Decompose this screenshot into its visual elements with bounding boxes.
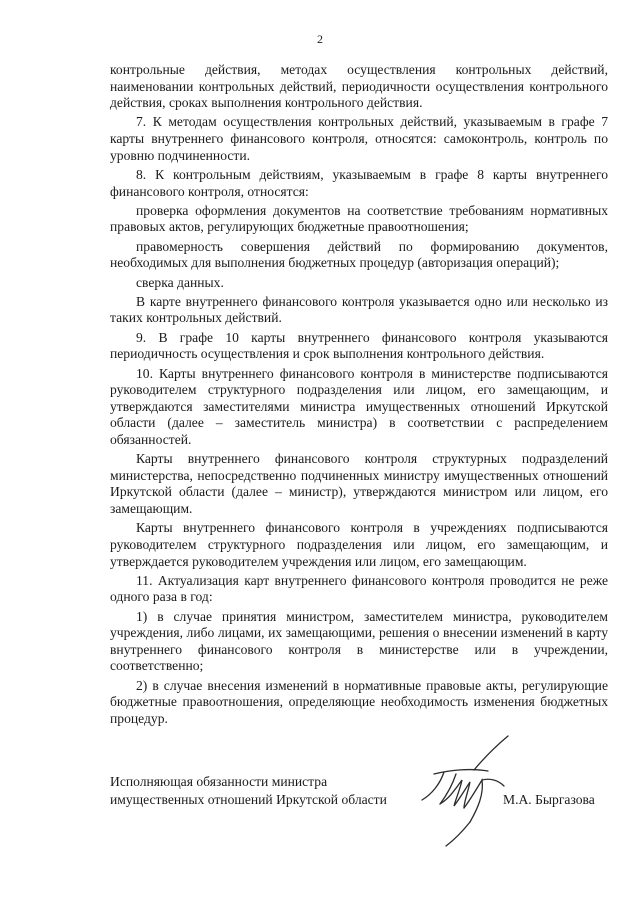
page-number: 2 (317, 32, 323, 46)
paragraph: правомерность совершения действий по формированию документов, необходимых для выполнения бюджетных процедур (авторизация операций); (110, 238, 608, 271)
document-body (110, 62, 608, 730)
signatory-title-line-1: Исполняющая обязанности министра (110, 774, 328, 789)
paragraph: Карты внутреннего финансового контроля в учреждениях подписываются руководителем структурного подразделения или лицом, его замещающим, и утверждается руководителем учреждения или лицом, его замещающим. (110, 520, 608, 569)
paragraph: 10. Карты внутреннего финансового контроля в министерстве подписываются руководителем структурного подразделения или лицом, его замещающим, и утверждаются заместителями министра имущественных отношений Иркутской области (далее – заместитель министра) в соответствии с распределением обязанностей. (110, 365, 608, 447)
paragraph: 9. В графе 10 карты внутреннего финансового контроля указываются периодичность осуществления и срок выполнения контрольного действия. (110, 329, 608, 362)
paragraph: сверка данных. (136, 274, 224, 290)
paragraph: проверка оформления документов на соответствие требованиям нормативных правовых актов, регулирующих бюджетные правоотношения; (110, 202, 608, 235)
signatory-name: М.А. Быргазова (503, 792, 595, 807)
paragraph: Карты внутреннего финансового контроля структурных подразделений министерства, непосредственно подчиненных министру имущественных отношений Иркутской области (далее – министр), утверждаются министром или лицом, его замещающим. (110, 451, 608, 517)
paragraph: 11. Актуализация карт внутреннего финансового контроля проводится не реже одного раза в год: (110, 572, 608, 605)
paragraph: контрольные действия, методах осуществления контрольных действий, наименовании контрольных действий, периодичности осуществления контрольного действия, сроках выполнения контрольного действия. (110, 62, 608, 111)
paragraph: 8. К контрольным действиям, указываемым в графе 8 карты внутреннего финансового контроля, относятся: (110, 166, 608, 199)
paragraph: В карте внутреннего финансового контроля указывается одно или несколько из таких контрольных действий. (110, 293, 608, 326)
paragraph: 7. К методам осуществления контрольных действий, указываемым в графе 7 карты внутреннего финансового контроля, относятся: самоконтроль, контроль по уровню подчиненности. (110, 114, 608, 163)
signatory-title-line-2: имущественных отношений Иркутской области (110, 792, 387, 807)
paragraph: 2) в случае внесения изменений в нормативные правовые акты, регулирующие бюджетные правоотношения, определяющие необходимость изменения бюджетных процедур. (110, 677, 608, 726)
paragraph: 1) в случае принятия министром, заместителем министра, руководителем учреждения, либо лицами, их замещающими, решения о внесении изменений в карту внутреннего финансового контроля в министерстве или в учреждении, соответственно; (110, 608, 608, 674)
signatory-title (110, 773, 387, 809)
